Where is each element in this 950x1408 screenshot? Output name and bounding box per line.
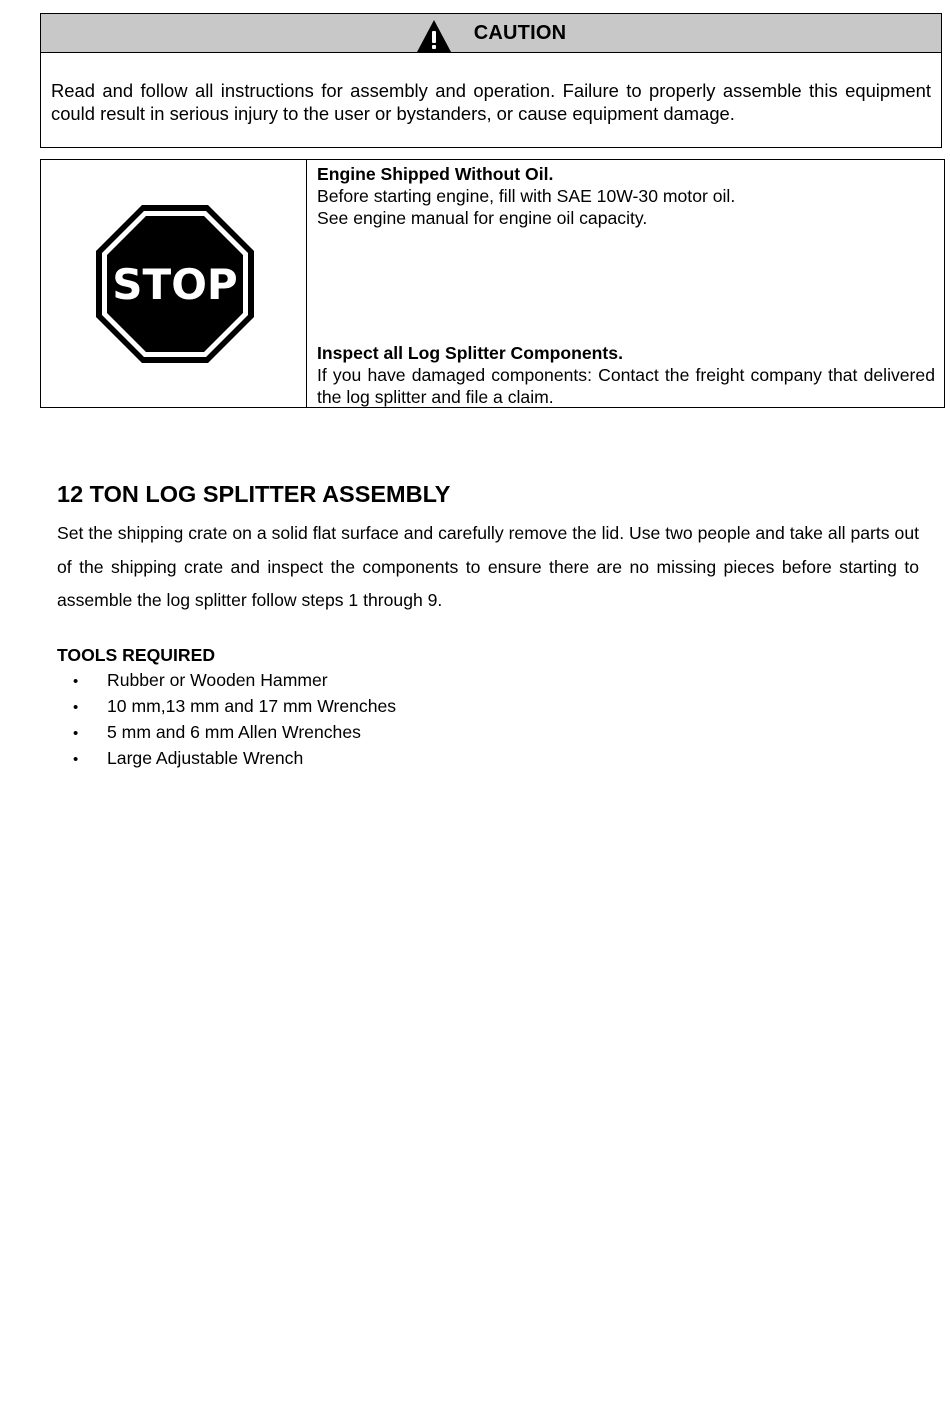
list-item: [57, 668, 396, 694]
tool-item-label: 10 mm,13 mm and 17 mm Wrenches: [107, 696, 397, 716]
inspect-note-heading: Inspect all Log Splitter Components.: [317, 343, 623, 363]
inspect-note-text: If you have damaged components: Contact the freight company that delivered the log splitter and file a claim.: [317, 365, 935, 407]
tool-item-label: Rubber or Wooden Hammer: [107, 670, 328, 690]
tools-list: [57, 668, 396, 772]
oil-note-line2: See engine manual for engine oil capacity.: [317, 208, 648, 228]
inspect-note: [317, 342, 935, 408]
bullet-icon: •: [73, 673, 79, 690]
stop-sign-icon: [94, 203, 256, 365]
oil-note-line1: Before starting engine, fill with SAE 10W-30 motor oil.: [317, 186, 736, 206]
stop-sign-cell: [41, 160, 307, 407]
bullet-icon: •: [73, 751, 79, 768]
stop-notice-table: [40, 159, 945, 408]
bullet-icon: •: [73, 699, 79, 716]
tool-item-label: Large Adjustable Wrench: [107, 748, 304, 768]
warning-triangle-icon: [416, 19, 452, 53]
notes-cell: [307, 160, 944, 407]
caution-header: [41, 14, 941, 53]
oil-note-heading: Engine Shipped Without Oil.: [317, 164, 554, 184]
stop-sign-text: STOP: [112, 260, 238, 309]
assembly-title: 12 TON LOG SPLITTER ASSEMBLY: [57, 481, 451, 507]
tool-item-label: 5 mm and 6 mm Allen Wrenches: [107, 722, 361, 742]
list-item: [57, 694, 396, 720]
caution-title: CAUTION: [473, 21, 567, 44]
list-item: [57, 720, 396, 746]
list-item: [57, 746, 396, 772]
tools-title: TOOLS REQUIRED: [57, 645, 216, 665]
caution-box: [40, 13, 942, 148]
oil-note: [317, 163, 935, 229]
bullet-icon: •: [73, 725, 79, 742]
assembly-text: Set the shipping crate on a solid flat surface and carefully remove the lid. Use two people and take all parts out of the shipping crate and inspect the components to ensure there are no missing pieces before starting to assemble the log splitter follow steps 1 through 9.: [57, 523, 919, 610]
caution-text: Read and follow all instructions for assembly and operation. Failure to properly assemble this equipment could result in serious injury to the user or bystanders, or cause equipment damage.: [51, 80, 931, 124]
